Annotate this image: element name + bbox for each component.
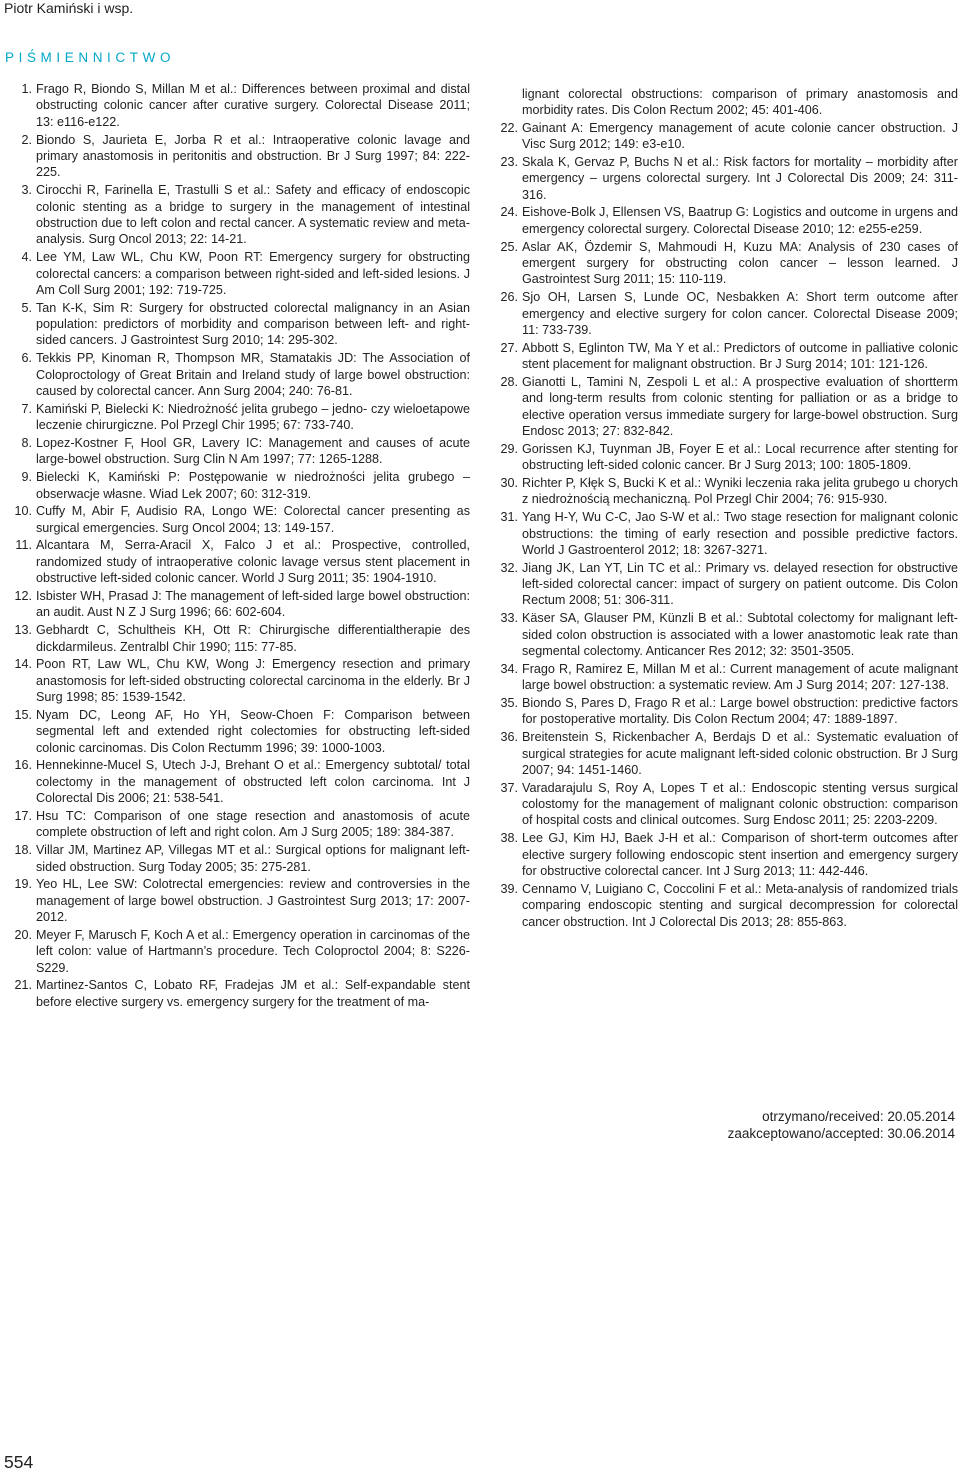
- reference-text: Cuffy M, Abir F, Audisio RA, Longo WE: Colorectal cancer presenting as surgical emergencies. Surg Oncol 2004; 13: 149-157.: [36, 504, 470, 535]
- received-accepted-dates: [728, 1108, 955, 1142]
- reference-text: Aslar AK, Özdemir S, Mahmoudi H, Kuzu MA: Analysis of 230 cases of emergent surgery for obstructing colon cancer – lesson learned. J Gastrointest Surg 2011; 15: 110-119.: [522, 239, 958, 287]
- reference-number: 20.: [14, 927, 32, 942]
- reference-item: [497, 289, 958, 338]
- reference-number: 8.: [21, 435, 32, 450]
- references-left-column: [12, 81, 470, 1012]
- reference-number: 31.: [500, 510, 518, 525]
- reference-number: 6.: [21, 351, 32, 366]
- reference-item: [12, 842, 470, 875]
- reference-text: Jiang JK, Lan YT, Lin TC et al.: Primary vs. delayed resection for obstructive left-sided colorectal cancer: impact of surgery on patient outcome. Dis Colon Rectum 2008; 51: 306-311.: [522, 560, 958, 608]
- reference-item: [12, 656, 470, 705]
- reference-text: Cennamo V, Luigiano C, Coccolini F et al.: Meta-analysis of randomized trials comparing endoscopic stenting and surgical decompression for colorectal cancer obstruction. Int J Colorectal Dis 2013; 28: 855-863.: [522, 881, 958, 929]
- reference-text: Alcantara M, Serra-Aracil X, Falco J et al.: Prospective, controlled, randomized study of intraoperative colonic lavage versus stent placement in obstructive left-sided colonic cancer. World J Surg 2011; 35: 1904-1910.: [36, 538, 470, 586]
- reference-number: 35.: [500, 695, 518, 710]
- reference-number: 14.: [14, 657, 32, 672]
- reference-number: 1.: [21, 82, 32, 96]
- reference-text: Frago R, Ramirez E, Millan M et al.: Current management of acute malignant large bowel obstruction: a systematic review. Am J Surg 2014; 207: 127-138.: [522, 661, 958, 693]
- reference-number: 34.: [500, 661, 518, 676]
- reference-number: 28.: [500, 374, 518, 389]
- reference-number: 27.: [500, 340, 518, 355]
- reference-text: Hennekinne-Mucel S, Utech J-J, Brehant O et al.: Emergency subtotal/ total colectomy in the management of obstructed left colon carcinoma. Int J Colorectal Dis 2006; 21: 538-541.: [36, 758, 470, 806]
- reference-item: [497, 120, 958, 153]
- running-head: Piotr Kamiński i wsp.: [4, 0, 134, 16]
- reference-item: [12, 977, 470, 1010]
- reference-number: 26.: [500, 290, 518, 305]
- reference-item: [497, 374, 958, 440]
- accepted-date: zaakceptowano/accepted: 30.06.2014: [727, 1126, 955, 1141]
- reference-text: Gorissen KJ, Tuynman JB, Foyer E et al.: Local recurrence after stenting for obstructing left-sided colonic cancer. Br J Surg 2013; 100: 1805-1809.: [522, 441, 958, 473]
- reference-number: 5.: [21, 300, 32, 315]
- reference-number: 39.: [500, 881, 518, 896]
- reference-item: [12, 132, 470, 181]
- reference-continuation: lignant colorectal obstructions: comparison of primary anastomosis and morbidity rates. Dis Colon Rectum 2002; 45: 401-406.: [522, 86, 958, 117]
- reference-number: 7.: [21, 401, 32, 416]
- reference-item: [497, 695, 958, 728]
- reference-item: [12, 401, 470, 434]
- reference-text: Yang H-Y, Wu C-C, Jao S-W et al.: Two stage resection for malignant colonic obstructions: the timing of early resection and possible predictive factors. World J Gastroenterol 2012; 18: 3267-3271.: [522, 510, 958, 557]
- reference-text: Poon RT, Law WL, Chu KW, Wong J: Emergency resection and primary anastomosis for left-sided obstructing colorectal carcinoma in the elderly. Br J Surg 1998; 85: 1539-1542.: [36, 657, 470, 705]
- reference-item: [12, 350, 470, 399]
- reference-text: Cirocchi R, Farinella E, Trastulli S et al.: Safety and efficacy of endoscopic colonic stenting as a bridge to surgery in the management of intestinal obstruction due to left colon and rectal cancer. A systematic review and meta-analysis. Surg Oncol 2013; 22: 14-21.: [36, 183, 470, 247]
- reference-text: Biondo S, Jaurieta E, Jorba R et al.: Intraoperative colonic lavage and primary anastomosis in peritonitis and obstruction. Br J Surg 1997; 84: 222-225.: [36, 132, 470, 180]
- reference-text: Eishove-Bolk J, Ellensen VS, Baatrup G: Logistics and outcome in urgens and emergency colorectal surgery. Colorectal Disease 2010; 12: e255-e259.: [522, 205, 958, 236]
- reference-text: Tan K-K, Sim R: Surgery for obstructed colorectal malignancy in an Asian population: predictors of morbidity and comparison between left- and right-sided cancers. J Gastrointest Surg 2010; 14: 295-302.: [36, 300, 470, 348]
- reference-item: [497, 239, 958, 288]
- reference-number: 18.: [14, 843, 32, 858]
- reference-item: [497, 509, 958, 558]
- reference-number: 22.: [500, 120, 518, 135]
- references-right-column: [497, 86, 958, 932]
- reference-number: 23.: [500, 154, 518, 169]
- reference-number: 29.: [500, 441, 518, 456]
- reference-item: [12, 622, 470, 655]
- reference-item: [12, 588, 470, 621]
- reference-text: Villar JM, Martinez AP, Villegas MT et al.: Surgical options for malignant left-sided obstruction. Surg Today 2005; 35: 275-281.: [36, 843, 470, 874]
- reference-item: [12, 435, 470, 468]
- reference-text: Yeo HL, Lee SW: Colotrectal emergencies: review and controversies in the management of large bowel obstruction. J Gastrointest Surg 2013; 17: 2007-2012.: [36, 877, 470, 925]
- reference-item: [497, 830, 958, 879]
- reference-text: Sjo OH, Larsen S, Lunde OC, Nesbakken A: Short term outcome after emergency and elective surgery for colon cancer. Colorectal Disease 2009; 11: 733-739.: [522, 290, 958, 337]
- reference-text: Meyer F, Marusch F, Koch A et al.: Emergency operation in carcinomas of the left colon: value of Hartmann’s procedure. Tech Coloproctol 2004; 8: S226-S229.: [36, 927, 470, 975]
- reference-text: Hsu TC: Comparison of one stage resection and anastomosis of acute complete obstruction of left and right colon. Am J Surg 2005; 189: 384-387.: [36, 808, 470, 840]
- reference-item: [497, 881, 958, 930]
- reference-number: 9.: [21, 470, 32, 485]
- reference-text: Gebhardt C, Schultheis KH, Ott R: Chirurgische differentialtherapie des dickdarmileus. Zentralbl Chir 1990; 115: 77-85.: [36, 623, 470, 654]
- reference-item: [12, 707, 470, 756]
- reference-text: Tekkis PP, Kinoman R, Thompson MR, Stamatakis JD: The Association of Coloproctology of Great Britain and Ireland study of large bowel obstruction: caused by colorectal cancer. Ann Surg 2004; 240: 76-81.: [36, 351, 470, 399]
- reference-item: [12, 300, 470, 349]
- reference-number: 38.: [500, 831, 518, 846]
- reference-text: Richter P, Kłęk S, Bucki K et al.: Wyniki leczenia raka jelita grubego u chorych z niedrożnością mechaniczną. Pol Przegl Chir 2004; 76: 915-930.: [522, 475, 958, 507]
- reference-item: [497, 475, 958, 508]
- reference-number: 19.: [14, 877, 32, 892]
- reference-text: Gainant A: Emergency management of acute colonie cancer obstruction. J Visc Surg 2012; 149: e3-e10.: [522, 120, 958, 152]
- reference-item: [12, 537, 470, 586]
- reference-number: 13.: [14, 623, 32, 638]
- reference-text: Frago R, Biondo S, Millan M et al.: Differences between proximal and distal obstructing colonic cancer after curative surgery. Colorectal Disease 2011; 13: e116-e122.: [36, 82, 470, 129]
- reference-number: 17.: [14, 808, 32, 823]
- reference-text: Bielecki K, Kamiński P: Postępowanie w niedrożności jelita grubego – obserwacje własne. Wiad Lek 2007; 60: 312-319.: [36, 470, 470, 501]
- reference-item: [12, 876, 470, 925]
- reference-item: [12, 81, 470, 130]
- reference-item: [12, 808, 470, 841]
- reference-item: [12, 182, 470, 248]
- received-date: otrzymano/received: 20.05.2014: [762, 1109, 955, 1124]
- reference-text: Martinez-Santos C, Lobato RF, Fradejas JM et al.: Self-expandable stent before elective surgery vs. emergency surgery for the treatment of ma-: [36, 978, 470, 1009]
- reference-item: [12, 503, 470, 536]
- reference-item: [497, 780, 958, 829]
- reference-text: Lee YM, Law WL, Chu KW, Poon RT: Emergency surgery for obstructing colorectal cancers: a comparison between right-sided and left-sided lesions. J Am Coll Surg 2001; 192: 719-725.: [36, 250, 470, 297]
- reference-text: Käser SA, Glauser PM, Künzli B et al.: Subtotal colectomy for malignant left-sided colon obstruction is associated with a lower anastomotic leak rate than segmental colectomy. Anticancer Res 2012; 32: 3501-3505.: [522, 611, 958, 659]
- page-number: 554: [4, 1452, 34, 1472]
- reference-text: Nyam DC, Leong AF, Ho YH, Seow-Choen F: Comparison between segmental left and extended right colectomies for obstructing left-sided colonic carcinomas. Dis Colon Rectumm 1996; 39: 1000-1003.: [36, 707, 470, 755]
- reference-item: [12, 757, 470, 806]
- reference-number: 21.: [14, 978, 32, 993]
- reference-text: Skala K, Gervaz P, Buchs N et al.: Risk factors for mortality – morbidity after emergency – urgens colorectal surgery. Int J Colorectal Dis 2009; 24: 311-316.: [522, 154, 958, 202]
- reference-number: 25.: [500, 239, 518, 254]
- reference-number: 32.: [500, 560, 518, 575]
- reference-item: [497, 661, 958, 694]
- reference-text: Varadarajulu S, Roy A, Lopes T et al.: Endoscopic stenting versus surgical colostomy for the management of malignant colonic obstruction: comparison of hospital costs and clinical outcomes. Surg Endosc 2011; 25: 2203-2209.: [522, 780, 958, 828]
- reference-number: 4.: [21, 250, 32, 265]
- reference-text: Lopez-Kostner F, Hool GR, Lavery IC: Management and causes of acute large-bowel obstruction. Surg Clin N Am 1997; 77: 1265-1288.: [36, 435, 470, 467]
- reference-text: Lee GJ, Kim HJ, Baek J-H et al.: Comparison of short-term outcomes after elective surgery following endoscopic stent insertion and emergency surgery for obstructive colorectal cancer. Int J Surg 2013; 11: 442-446.: [522, 831, 958, 879]
- reference-number: 33.: [500, 611, 518, 626]
- reference-number: 16.: [14, 758, 32, 773]
- reference-item: [497, 204, 958, 237]
- reference-item: [497, 154, 958, 203]
- reference-item: [12, 249, 470, 298]
- reference-number: 3.: [21, 183, 32, 198]
- reference-number: 12.: [14, 588, 32, 603]
- reference-item: [497, 441, 958, 474]
- reference-number: 10.: [14, 504, 32, 519]
- section-title: PIŚMIENNICTWO: [5, 50, 176, 65]
- reference-item: [497, 729, 958, 778]
- reference-number: 36.: [500, 730, 518, 745]
- reference-item: [12, 927, 470, 976]
- reference-text: Biondo S, Pares D, Frago R et al.: Large bowel obstruction: predictive factors for postoperative mortality. Dis Colon Rectum 2004; 47: 1889-1897.: [522, 695, 958, 727]
- reference-text: Breitenstein S, Rickenbacher A, Berdajs D et al.: Systematic evaluation of surgical strategies for acute malignant left-sided colonic obstruction. Br J Surg 2007; 94: 1451-1460.: [522, 730, 958, 777]
- reference-number: 30.: [500, 475, 518, 490]
- reference-item: [497, 560, 958, 609]
- reference-number: 37.: [500, 780, 518, 795]
- reference-text: Abbott S, Eglinton TW, Ma Y et al.: Predictors of outcome in palliative colonic stent placement for malignant obstruction. Br J Surg 2014; 101: 121-126.: [522, 340, 958, 372]
- reference-text: Kamiński P, Bielecki K: Niedrożność jelita grubego – jedno- czy wieloetapowe leczenie chirurgiczne. Pol Przegl Chir 1995; 67: 733-740.: [36, 401, 470, 433]
- reference-item: [12, 469, 470, 502]
- reference-number: 11.: [15, 538, 32, 553]
- reference-number: 15.: [14, 707, 32, 722]
- reference-item: [497, 340, 958, 373]
- reference-text: Isbister WH, Prasad J: The management of left-sided large bowel obstruction: an audit. Aust N Z J Surg 1996; 66: 602-604.: [36, 588, 470, 620]
- reference-number: 24.: [500, 205, 518, 220]
- reference-item: [497, 610, 958, 659]
- reference-text: Gianotti L, Tamini N, Zespoli L et al.: A prospective evaluation of shortterm and long-term results from colonic stenting for palliation or as a bridge to elective operation versus immediate surgery for large-bowel obstruction. Surg Endosc 2013; 27: 832-842.: [522, 374, 958, 439]
- reference-number: 2.: [21, 132, 32, 147]
